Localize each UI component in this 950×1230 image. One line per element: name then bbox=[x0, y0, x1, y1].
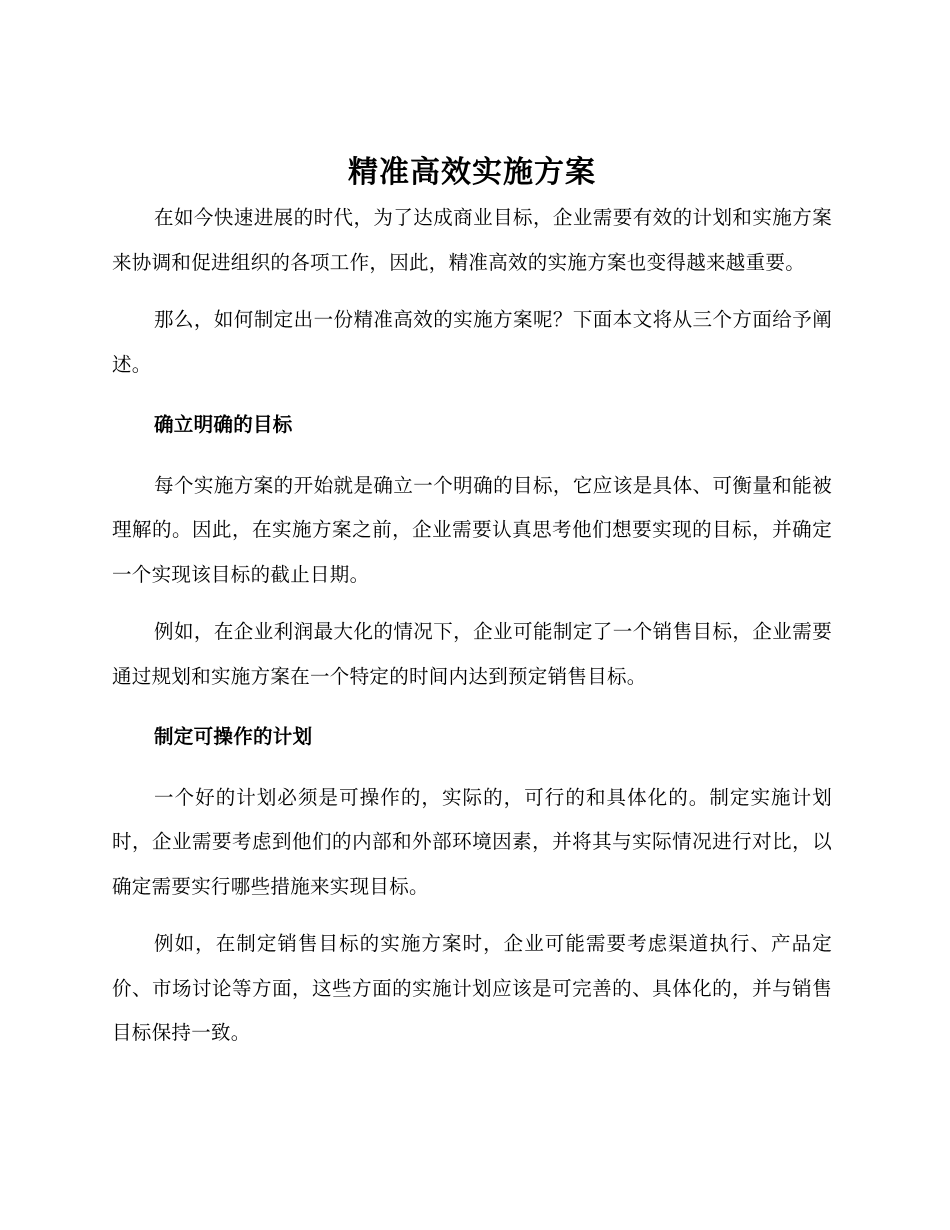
paragraph-gap bbox=[112, 285, 832, 298]
paragraph-gap bbox=[112, 760, 832, 776]
paragraph-gap bbox=[112, 448, 832, 464]
document-title: 精准高效实施方案 bbox=[348, 155, 596, 190]
paragraph-goal: 每个实施方案的开始就是确立一个明确的目标，它应该是具体、可衡量和能被理解的。因此，在实施方案之前，企业需要认真思考他们想要实现的目标，并确定一个实现该目标的截止日期。 bbox=[112, 473, 832, 586]
paragraph-gap bbox=[112, 597, 832, 610]
paragraph-gap bbox=[112, 387, 832, 403]
section-heading-goal: 确立明确的目标 bbox=[154, 413, 293, 436]
paragraph-question: 那么，如何制定出一份精准高效的实施方案呢？下面本文将从三个方面给予阐述。 bbox=[112, 308, 832, 376]
paragraph-goal-example: 例如，在企业利润最大化的情况下，企业可能制定了一个销售目标，企业需要通过规划和实施方案在一个特定的时间内达到预定销售目标。 bbox=[112, 620, 832, 688]
paragraph-plan: 一个好的计划必须是可操作的，实际的，可行的和具体化的。制定实施计划时，企业需要考虑到他们的内部和外部环境因素，并将其与实际情况进行对比，以确定需要实行哪些措施来实现目标。 bbox=[112, 785, 832, 898]
section-heading-plan: 制定可操作的计划 bbox=[154, 725, 313, 748]
paragraph-intro: 在如今快速进展的时代，为了达成商业目标，企业需要有效的计划和实施方案来协调和促进组织的各项工作，因此，精准高效的实施方案也变得越来越重要。 bbox=[112, 206, 832, 274]
paragraph-plan-example: 例如，在制定销售目标的实施方案时，企业可能需要考虑渠道执行、产品定价、市场讨论等方面，这些方面的实施计划应该是可完善的、具体化的，并与销售目标保持一致。 bbox=[112, 932, 832, 1044]
paragraph-gap bbox=[112, 909, 832, 922]
paragraph-gap bbox=[112, 699, 832, 715]
document-page bbox=[112, 150, 832, 1056]
